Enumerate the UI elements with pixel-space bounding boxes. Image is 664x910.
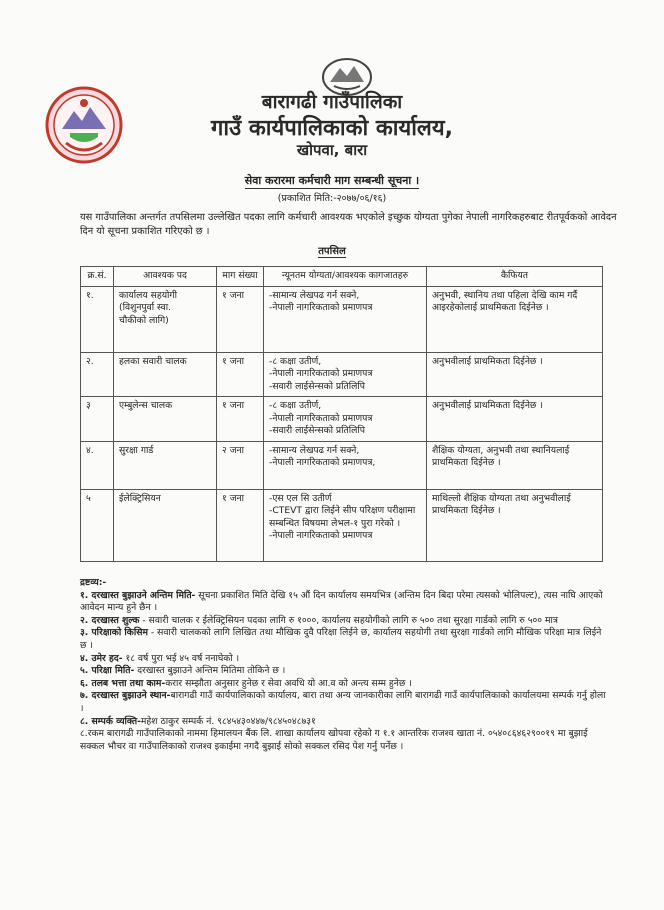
note-item [80, 728, 610, 753]
row-qualification [264, 397, 427, 442]
qual-line: -नेपाली नागरिकताको प्रमाणपत्र [269, 412, 373, 424]
table-row [81, 489, 603, 561]
post-line: (विशुनपुर्वा स्वा. [119, 302, 172, 313]
row-count: २ जना [217, 441, 264, 489]
qual-line: -नेपाली नागरिकताको प्रमाणपत्र [269, 302, 373, 313]
note-item [80, 590, 610, 615]
note-item [80, 678, 610, 691]
published-date: (प्रकाशित मिति:-२०७७/०६/१६) [277, 193, 387, 204]
note-key: ८. सम्पर्क व्यक्ति- [80, 715, 141, 727]
post-line: हलका सवारी चालक [119, 355, 187, 367]
row-post [114, 489, 217, 561]
row-sn: ३ [81, 397, 114, 442]
notes-section [80, 577, 610, 753]
note-text: सूचना प्रकाशित मिति देखि १५ औं दिन कार्यालय समयभित्र (अन्तिम दिन बिदा परेमा त्यसको भोलिपल्ट), त्यस नाघि आएको आवेदन मान्य हुने छैन । [80, 589, 603, 614]
table-row [81, 441, 603, 489]
post-line: एम्बुलेन्स चालक [119, 400, 173, 411]
row-qualification [264, 286, 427, 352]
header-sn: क्र.सं. [81, 267, 114, 287]
header-qualification: न्यूनतम योग्यता/आवश्यक कागजातहरु [264, 267, 427, 287]
row-remark: शैक्षिक योग्यता, अनुभवी तथा स्थानियलाई प्राथमिकता दिईनेछ । [427, 441, 603, 489]
row-sn: ५ [81, 489, 114, 561]
table-row [81, 397, 603, 442]
note-key: ७. दरखास्त बुझाउने स्थान- [80, 690, 171, 702]
row-post [114, 397, 217, 442]
office-name: गाउँ कार्यपालिकाको कार्यालय, [211, 116, 453, 141]
post-line: ईलेक्ट्रिसियन [119, 492, 161, 504]
qual-line: -एस एल सि उतीर्ण [269, 492, 332, 504]
note-text: दरखास्त बुझाउने अन्तिम मितिमा तोकिने छ । [134, 665, 286, 677]
row-post [114, 352, 217, 397]
note-key: ४. उमेर हद- [80, 652, 123, 664]
note-item [80, 665, 610, 678]
municipality-name: बारागढी गाउँपालिका [261, 91, 403, 113]
row-post [114, 441, 217, 489]
office-location: खोपवा, बारा [296, 141, 368, 159]
qual-line: -सवारी लाईसेन्सको प्रतिलिपि [269, 425, 365, 436]
table-header-row [81, 267, 603, 287]
header-post: आवश्यक पद [114, 267, 217, 287]
header-count: माग संख्या [217, 267, 264, 287]
row-remark: अनुभवीलाई प्राथमिकता दिईनेछ । [427, 397, 603, 442]
notice-subject-text: सेवा करारमा कर्मचारी माग सम्बन्धी सूचना । [244, 174, 420, 187]
note-text: - सवारी चालकको लागि लिखित तथा मौखिक दुवै परिक्षा लिईने छ, कार्यालय सहयोगी तथा सुरक्षा गार्डको लागि मौखिक परिक्षा मात्र लिईने छ । [80, 627, 602, 651]
post-line: सुरक्षा गार्ड [119, 444, 154, 456]
row-qualification [264, 352, 427, 397]
row-sn: १. [81, 286, 114, 352]
note-item [80, 690, 610, 715]
row-post [114, 286, 217, 352]
header-remark: कैफियत [427, 267, 603, 287]
qual-line: -सामान्य लेखपढ गर्न सक्ने, [269, 289, 360, 301]
vacancy-table [80, 266, 603, 562]
post-line: कार्यालय सहयोगी [119, 289, 177, 301]
row-count: १ जना [217, 286, 264, 352]
note-key: ६. तलब भत्ता तथा काम- [80, 677, 166, 689]
table-row [81, 286, 603, 352]
qual-line: -नेपाली नागरिकताको प्रमाणपत्र, [269, 457, 376, 468]
note-item [80, 653, 610, 666]
notes-title: द्रष्टव्य:- [80, 577, 107, 588]
note-item [80, 615, 610, 628]
qual-line: -८ कक्षा उतीर्ण, [269, 400, 322, 411]
note-text: महेश ठाकुर सम्पर्क नं. ९८४५४३०४४७/९८४५०४८७३१ [140, 715, 316, 727]
row-remark: माथिल्लो शैक्षिक योग्यता तथा अनुभवीलाई प्राथमिकता दिईनेछ । [427, 489, 603, 561]
note-text: बारागढी गाउँ कार्यपालिकाको कार्यालय, बारा तथा अन्य जानकारीका लागि बारागढी गाउँ कार्यपालिकाको कार्यालयमा सम्पर्क गर्नु होला । [80, 690, 606, 714]
qual-line: -नेपाली नागरिकताको प्रमाणपत्र [269, 368, 373, 379]
note-text: ८.रकम बारागढी गाउँपालिकाको नाममा हिमालयन बैंक लि. शाखा कार्यालय खोपवा रहेको ग १.१ आन्तरिक राजश्व खाता नं. ०५४०८६४६२९००१९ मा बुझाई सक्कल भौचर वा गाउँपालिकाको राजश्व इकाईमा नगदै बुझाई सोको सक्कल रसिद पेश गर्नु पर्नेछ । [80, 728, 588, 752]
row-remark: अनुभवीलाई प्राथमिकता दिईनेछ । [427, 352, 603, 397]
notice-subject [0, 173, 664, 188]
row-count: १ जना [217, 352, 264, 397]
note-key: ५. परिक्षा मिति- [80, 665, 135, 677]
row-count: १ जना [217, 489, 264, 561]
post-line: चौकीको लागि) [119, 314, 169, 326]
qual-line: -सामान्य लेखपढ गर्न सक्ने, [269, 444, 360, 456]
row-remark: अनुभवी, स्थानिय तथा पहिला देखि काम गर्दै आइरहेकोलाई प्राथमिकता दिईनेछ । [427, 286, 603, 352]
row-qualification [264, 489, 427, 561]
note-text: - सवारी चालक र ईलेक्ट्रिसियन पदका लागि रु १०००, कार्यालय सहयोगीको लागि रु ५०० तथा सुरक्षा गार्डको लागि रु ५०० मात्र [139, 614, 558, 626]
row-sn: ४. [81, 441, 114, 489]
qual-line: -नेपाली नागरिकताको प्रमाणपत्र [269, 530, 373, 541]
note-item [80, 716, 610, 729]
tapsil-text: तपसिल [318, 246, 346, 257]
note-key: ३. परिक्षाको किसिम [80, 627, 148, 639]
note-key: २. दरखास्त शुल्क [80, 614, 140, 626]
row-qualification [264, 441, 427, 489]
table-row [81, 352, 603, 397]
qual-line: -८ कक्षा उतीर्ण, [269, 355, 322, 367]
note-text: १८ वर्ष पुरा भई ४५ वर्ष ननाघेको । [122, 652, 240, 664]
row-sn: २. [81, 352, 114, 397]
tapsil-heading [0, 243, 664, 257]
row-count: १ जना [217, 397, 264, 442]
qual-line: -CTEVT द्वारा लिईने सीप परिक्षण परीक्षामा सम्बन्धित विषयमा लेभल-१ पुरा गरेको । [269, 505, 416, 529]
note-text: करार सम्झौता अनुसार हुनेछ र सेवा अवधि यो आ.व को अन्त्य सम्म हुनेछ । [165, 677, 412, 689]
qual-line: -सवारी लाईसेन्सको प्रतिलिपि [269, 380, 365, 392]
intro-paragraph: यस गाउँपालिका अन्तर्गत तपसिलमा उल्लेखित पदका लागि कर्मचारी आवश्यक भएकोले इच्छुक योग्यता पुगेका नेपाली नागरिकहरुबाट रीतपूर्वकको आवेदन दिन यो सूचना प्रकाशित गरिएको छ । [80, 212, 617, 237]
note-key: १. दरखास्त बुझाउने अन्तिम मिति- [80, 589, 196, 601]
note-item [80, 627, 610, 652]
